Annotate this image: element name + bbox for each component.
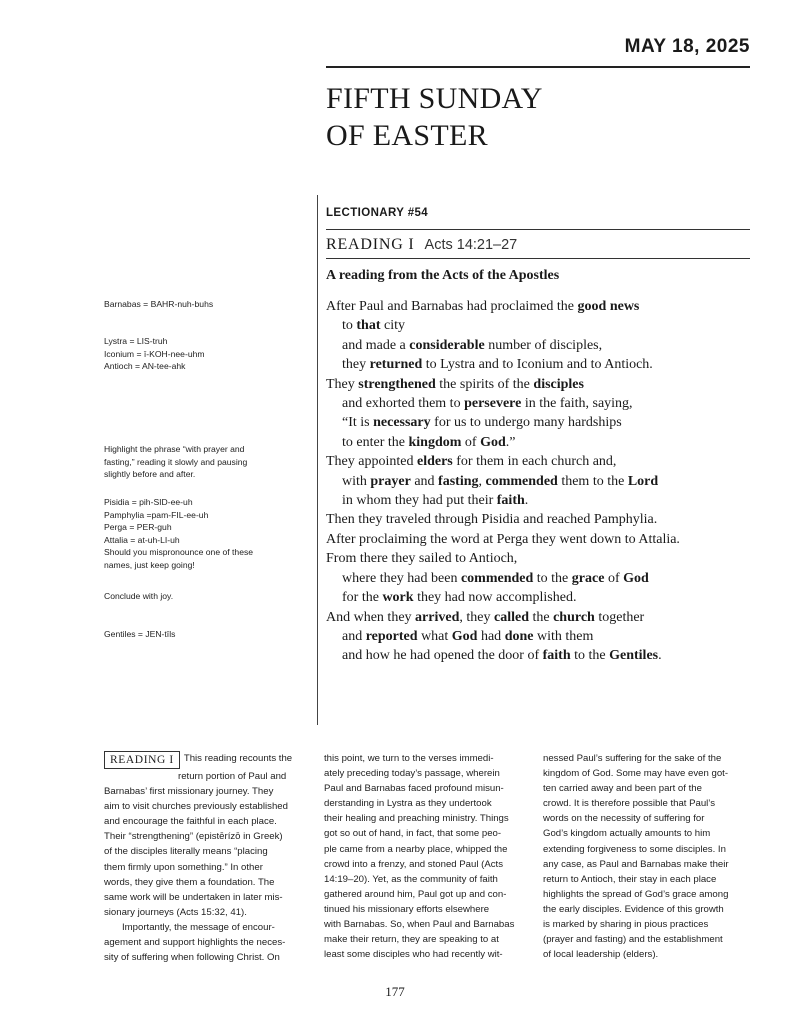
scripture-segment: After proclaiming the word at Perga they went down to Attalia. (326, 531, 680, 547)
margin-note-line: Iconium = ī-KOH-nee-uhm (104, 348, 205, 359)
emphasis-word: that (356, 318, 381, 334)
emphasis-word: reported (365, 628, 418, 644)
commentary-line: this point, we turn to the verses immedi- (324, 753, 494, 764)
scripture-segment: Then they traveled through Pisidia and reached Pamphylia. (326, 512, 658, 528)
scripture-line (326, 588, 766, 607)
emphasis-word: fasting (438, 473, 479, 489)
emphasis-word: returned (369, 357, 423, 373)
commentary-column-2 (324, 751, 530, 962)
scripture-segment: to the (570, 648, 610, 664)
margin-note-line: Lystra = LIS-truh (104, 336, 168, 346)
scripture-segment: of (461, 434, 481, 450)
column-divider (317, 195, 318, 725)
scripture-segment: in whom they had put their (342, 493, 497, 509)
scripture-segment: and made a (342, 337, 410, 353)
emphasis-word: work (382, 590, 414, 606)
scripture-line (326, 316, 766, 335)
scripture-segment: the (528, 609, 554, 625)
commentary-line: them firmly upon something.” In other (104, 861, 263, 873)
emphasis-word: Lord (627, 473, 659, 489)
scripture-segment: and (410, 473, 439, 489)
scripture-line (326, 413, 766, 432)
page-number: 177 (385, 984, 405, 999)
margin-note-line: slightly before and after. (104, 469, 196, 480)
scripture-segment: they had now accomplished. (413, 590, 577, 606)
emphasis-word: done (504, 628, 534, 644)
scripture-line (326, 472, 766, 491)
commentary-line: any case, as Paul and Barnabas make their (543, 858, 729, 870)
margin-note (104, 496, 304, 572)
scripture-line (326, 297, 766, 316)
commentary-line: ple came from a nearby place, whipped the (324, 843, 508, 855)
scripture-segment: together (594, 609, 645, 625)
margin-note-line: Pisidia = pih-SID-ee-uh (104, 497, 193, 507)
scripture-segment: in the faith, saying, (521, 396, 633, 412)
scripture-segment: number of disciples, (484, 337, 603, 353)
commentary-line: This reading recounts the (183, 753, 293, 764)
margin-note (104, 628, 304, 641)
scripture-line (326, 569, 766, 588)
scripture-segment: the spirits of the (435, 376, 534, 392)
commentary-line: Paul and Barnabas faced profound misun- (324, 783, 504, 795)
header-rule (326, 66, 750, 68)
scripture-segment: city (380, 318, 406, 334)
commentary-column-3 (543, 751, 749, 962)
commentary-line: of the disciples literally means “placing (104, 846, 268, 858)
title-line-2: OF EASTER (326, 119, 488, 152)
margin-note-line: Conclude with joy. (104, 591, 174, 601)
commentary-line: tinued his missionary efforts elsewhere (324, 903, 490, 915)
commentary-line: sionary journeys (Acts 15:32, 41). (104, 906, 247, 918)
margin-note-line: fasting,” reading it slowly and pausing (104, 456, 248, 467)
margin-note-line: Attalia = at-uh-LI-uh (104, 534, 180, 545)
emphasis-word: strengthened (358, 376, 436, 392)
page-date: MAY 18, 2025 (624, 36, 750, 57)
lectionary-rule (326, 229, 750, 230)
scripture-segment: with them (533, 628, 594, 644)
scripture-segment: .” (505, 434, 516, 450)
emphasis-word: God (480, 434, 506, 450)
scripture-segment: to (342, 318, 357, 334)
scripture-line (326, 452, 766, 471)
margin-note-line: Antioch = AN-tee-ahk (104, 361, 186, 372)
margin-note (104, 590, 304, 603)
scripture-line (326, 336, 766, 355)
commentary-line: highlights the spread of God’s grace among (543, 888, 729, 900)
commentary-line: ten carried away and been part of the (543, 783, 702, 795)
scripture-segment: From there they sailed to Antioch, (326, 551, 518, 567)
lectionary-number: LECTIONARY #54 (326, 207, 429, 219)
scripture-segment: and (342, 628, 366, 644)
emphasis-word: arrived (415, 609, 460, 625)
scripture-line (326, 510, 766, 529)
margin-note-line: Perga = PER-guh (104, 522, 172, 533)
commentary-line: gathered around him, Paul got up and con- (324, 888, 507, 900)
scripture-segment: . (524, 493, 529, 509)
emphasis-word: commended (485, 473, 558, 489)
commentary-line: is marked by sharing in pious practices (543, 919, 709, 931)
emphasis-word: kingdom (408, 434, 462, 450)
emphasis-word: Gentiles (609, 648, 659, 664)
emphasis-word: faith (542, 648, 571, 664)
scripture-line (326, 627, 766, 646)
commentary-line: make their return, they are speaking to at (324, 934, 499, 946)
commentary-line: words, they give them a foundation. The (104, 876, 275, 888)
scripture-line (326, 646, 766, 665)
emphasis-word: considerable (409, 337, 485, 353)
scripture-segment: to enter the (342, 434, 409, 450)
scripture-segment: , they (459, 609, 494, 625)
margin-note-line: names, just keep going! (104, 559, 195, 570)
margin-note (104, 443, 304, 481)
emphasis-word: necessary (373, 415, 431, 431)
commentary-line: nessed Paul’s suffering for the sake of the (543, 753, 722, 764)
scripture-line (326, 549, 766, 568)
commentary-line: (prayer and fasting) and the establishment (543, 934, 723, 946)
scripture-segment: They (326, 376, 359, 392)
commentary-line: Their “strengthening” (epistērízō in Greek) (104, 831, 283, 843)
commentary-line: same work will be undertaken in later mis- (104, 891, 283, 903)
scripture-segment: and exhorted them to (342, 396, 465, 412)
scripture-line (326, 375, 766, 394)
scripture-line (326, 355, 766, 374)
emphasis-word: good news (577, 299, 640, 314)
emphasis-word: commended (460, 570, 534, 586)
commentary-line: 14:19–20). Yet, as the community of faith (324, 873, 498, 885)
commentary-column-1 (104, 751, 310, 965)
commentary-line: of local leadership (elders). (543, 949, 659, 961)
scripture-segment: them to the (557, 473, 628, 489)
reading-badge: READING I (104, 751, 180, 769)
emphasis-word: church (553, 609, 595, 625)
commentary-line: their healing and preaching ministry. Things (324, 813, 509, 825)
commentary-line: least some disciples who had recently wit- (324, 949, 503, 961)
margin-note-line: Gentiles = JEN-tīls (104, 629, 176, 639)
emphasis-word: disciples (533, 376, 584, 392)
commentary-line: ately preceding today’s passage, wherein (324, 768, 500, 780)
title-line-1: FIFTH SUNDAY (326, 82, 543, 115)
margin-note (104, 335, 304, 373)
reading-label: READING I (326, 236, 415, 253)
scripture-text (326, 297, 766, 666)
scripture-segment: . (658, 648, 662, 664)
scripture-segment: After Paul and Barnabas had proclaimed the (326, 299, 578, 314)
emphasis-word: grace (571, 570, 605, 586)
scripture-segment: “It is (342, 415, 374, 431)
commentary-line: sity of suffering when following Christ. On (104, 952, 280, 964)
commentary-line: with Barnabas. So, when Paul and Barnabas (324, 919, 515, 931)
commentary-line: Barnabas’ first missionary journey. They (104, 786, 274, 798)
scripture-segment: , (478, 473, 486, 489)
commentary-line: words on the necessity of suffering for (543, 813, 705, 825)
emphasis-word: faith (496, 493, 525, 509)
page-title (326, 80, 543, 154)
scripture-segment: And when they (326, 609, 416, 625)
scripture-segment: for the (342, 590, 383, 606)
margin-note-line: Barnabas = BAHR-nuh-buhs (104, 299, 214, 309)
scripture-line (326, 394, 766, 413)
reading-intro: A reading from the Acts of the Apostles (326, 268, 560, 283)
scripture-line (326, 491, 766, 510)
emphasis-word: persevere (464, 396, 522, 412)
scripture-segment: with (342, 473, 371, 489)
commentary-line: crowd into a frenzy, and stoned Paul (Acts (324, 858, 503, 870)
commentary-line: agement and support highlights the neces- (104, 937, 286, 949)
reading-heading (326, 236, 517, 254)
scripture-segment: for them in each church and, (452, 454, 617, 470)
scripture-segment: for us to undergo many hardships (430, 415, 622, 431)
commentary-line: aim to visit churches previously established (104, 801, 288, 813)
scripture-line (326, 433, 766, 452)
commentary-line: kingdom of God. Some may have even got- (543, 768, 729, 780)
emphasis-word: elders (416, 454, 453, 470)
emphasis-word: God (623, 570, 649, 586)
scripture-segment: what (417, 628, 452, 644)
scripture-segment: to the (533, 570, 572, 586)
commentary-first-line (104, 751, 310, 769)
commentary-line: derstanding in Lystra as they undertook (324, 798, 492, 810)
commentary-line: the early disciples. Evidence of this growth (543, 903, 724, 915)
scripture-line (326, 608, 766, 627)
scripture-segment: to Lystra and to Iconium and to Antioch. (422, 357, 653, 373)
emphasis-word: prayer (370, 473, 411, 489)
scripture-segment: they (342, 357, 370, 373)
scripture-segment: had (477, 628, 505, 644)
commentary-line: return to Antioch, their stay in each place (543, 873, 717, 885)
emphasis-word: called (493, 609, 529, 625)
margin-note (104, 298, 304, 311)
commentary-line: crowd. It is therefore possible that Paul’s (543, 798, 716, 810)
emphasis-word: God (451, 628, 478, 644)
scripture-segment: of (604, 570, 624, 586)
reading-rule (326, 258, 750, 259)
commentary-line: Importantly, the message of encour- (122, 921, 275, 933)
scripture-line (326, 530, 766, 549)
commentary-line: return portion of Paul and (178, 771, 287, 782)
reading-citation: Acts 14:21–27 (424, 237, 518, 253)
commentary-line: God’s kingdom actually amounts to him (543, 828, 711, 840)
margin-note-line: Pamphylia =pam-FIL-ee-uh (104, 509, 209, 520)
commentary-line: got so out of hand, in fact, that some peo- (324, 828, 502, 840)
commentary-line: and encourage the faithful in each place. (104, 816, 277, 828)
margin-note-line: Highlight the phrase “with prayer and (104, 444, 245, 454)
margin-note-line: Should you mispronounce one of these (104, 547, 254, 558)
scripture-segment: where they had been (342, 570, 461, 586)
scripture-segment: They appointed (326, 454, 417, 470)
scripture-segment: and how he had opened the door of (342, 648, 543, 664)
commentary-line: extending forgiveness to some disciples. In (543, 843, 726, 855)
